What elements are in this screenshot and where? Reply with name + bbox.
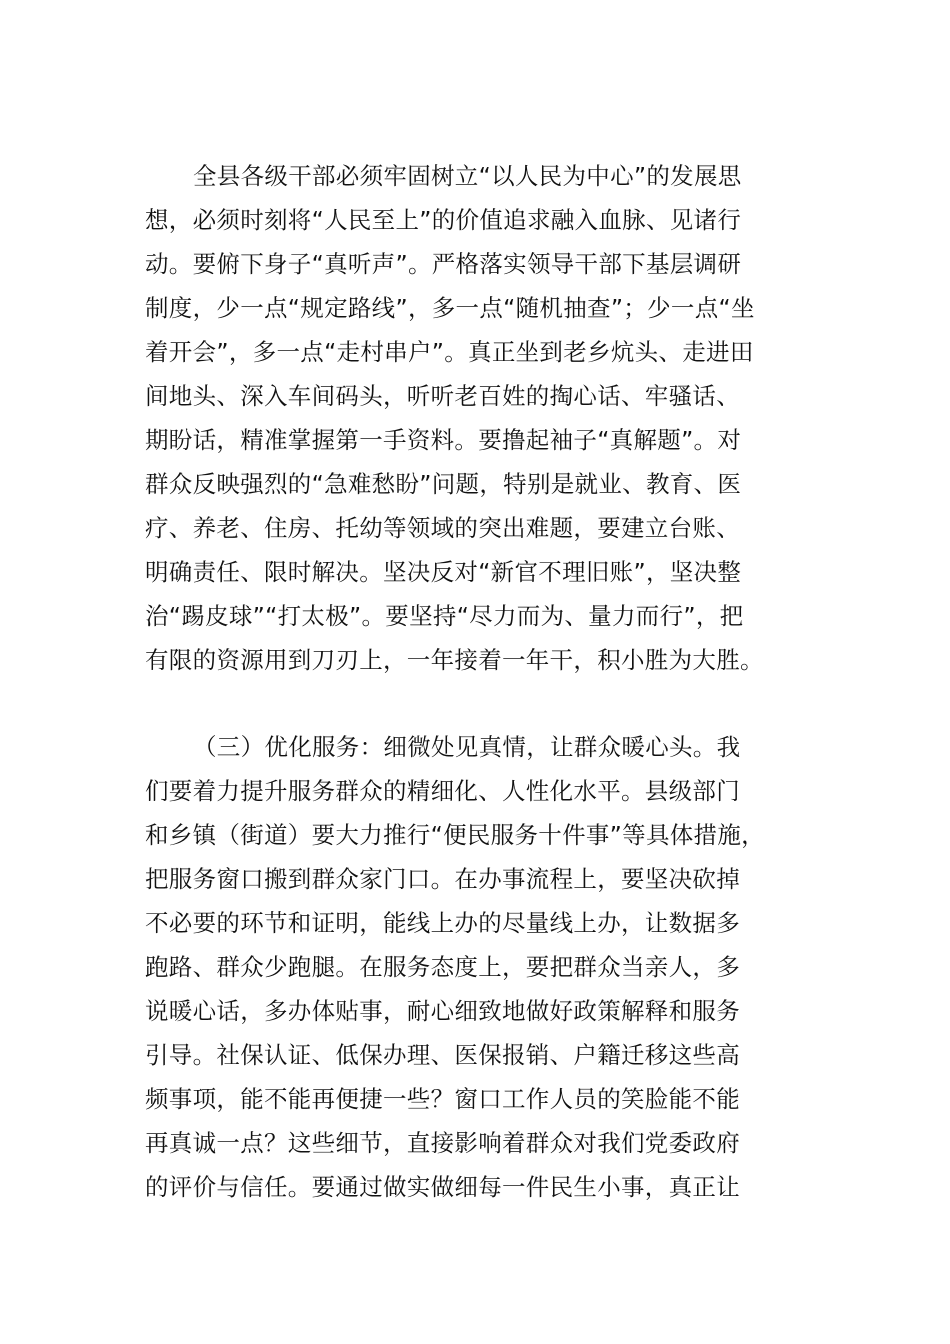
text-line: 期盼话，精准掌握第一手资料。要撸起袖子“真解题”。对 xyxy=(145,426,742,454)
text-line: 动。要俯下身子“真听声”。严格落实领导干部下基层调研 xyxy=(145,250,742,278)
text-line: 群众反映强烈的“急难愁盼”问题，特别是就业、教育、医 xyxy=(145,470,742,498)
text-line: 引导。社保认证、低保办理、医保报销、户籍迁移这些高 xyxy=(145,1041,740,1069)
text-line: 的评价与信任。要通过做实做细每一件民生小事，真正让 xyxy=(145,1173,740,1201)
text-line: 明确责任、限时解决。坚决反对“新官不理旧账”，坚决整 xyxy=(145,558,742,586)
text-line: 全县各级干部必须牢固树立“以人民为中心”的发展思 xyxy=(193,162,742,190)
section-heading-line: （三）优化服务：细微处见真情，让群众暖心头。我 xyxy=(193,733,741,761)
text-line: 着开会”，多一点“走村串户”。真正坐到老乡炕头、走进田 xyxy=(145,338,754,366)
text-line: 想，必须时刻将“人民至上”的价值追求融入血脉、见诸行 xyxy=(145,206,742,234)
text-line: 疗、养老、住房、托幼等领域的突出难题，要建立台账、 xyxy=(145,514,740,542)
text-line: 治“踢皮球”“打太极”。要坚持“尽力而为、量力而行”，把 xyxy=(145,602,744,630)
text-line: 不必要的环节和证明，能线上办的尽量线上办，让数据多 xyxy=(145,909,740,937)
text-line: 再真诚一点？这些细节，直接影响着群众对我们党委政府 xyxy=(145,1129,740,1157)
text-line: 间地头、深入车间码头，听听老百姓的掏心话、牢骚话、 xyxy=(145,382,740,410)
text-line: 有限的资源用到刀刃上，一年接着一年干，积小胜为大胜。 xyxy=(145,646,764,674)
text-line: 和乡镇（街道）要大力推行“便民服务十件事”等具体措施， xyxy=(145,821,765,849)
text-line: 们要着力提升服务群众的精细化、人性化水平。县级部门 xyxy=(145,777,740,805)
text-line: 制度，少一点“规定路线”，多一点“随机抽查”；少一点“坐 xyxy=(145,294,755,322)
text-line: 说暖心话，多办体贴事，耐心细致地做好政策解释和服务 xyxy=(145,997,740,1025)
text-line: 频事项，能不能再便捷一些？窗口工作人员的笑脸能不能 xyxy=(145,1085,740,1113)
text-line: 把服务窗口搬到群众家门口。在办事流程上，要坚决砍掉 xyxy=(145,865,740,893)
text-line: 跑路、群众少跑腿。在服务态度上，要把群众当亲人，多 xyxy=(145,953,740,981)
